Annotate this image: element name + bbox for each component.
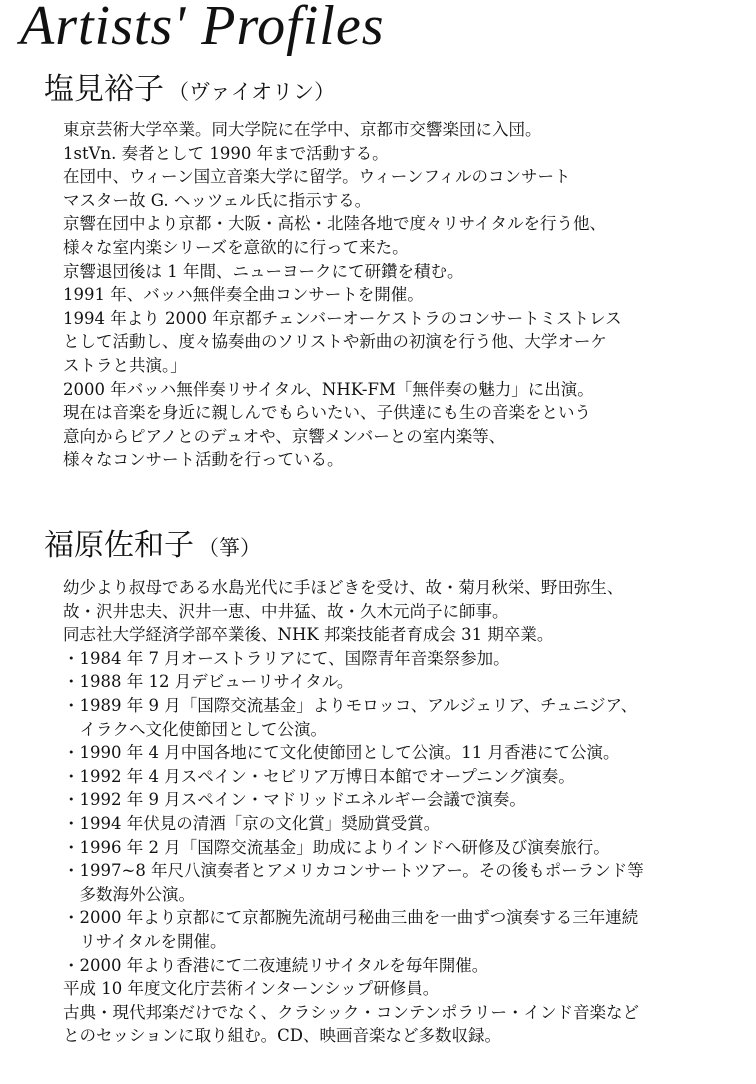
bio-line: ・1994 年伏見の清酒「京の文化賞」奨励賞受賞。: [63, 813, 441, 833]
bio-line: 1994 年より 2000 年京都チェンバーオーケストラのコンサートミストレス: [63, 308, 622, 328]
bio-line: 幼少より叔母である水島光代に手ほどきを受け、故・菊月秋栄、野田弥生、: [63, 578, 624, 597]
bio-line: とのセッションに取り組む。CD、映画音楽など多数収録。: [63, 1026, 502, 1046]
bio-line: 様々なコンサート活動を行っている。: [63, 450, 344, 470]
bio-line: 多数海外公演。: [63, 884, 195, 904]
artist-name-fukuhara: [44, 528, 261, 566]
bio-line: 故・沢井忠夫、沢井一恵、中井猛、故・久木元尚子に師事。: [63, 601, 509, 621]
bio-line: として活動し、度々協奏曲のソリストや新曲の初演を行う他、大学オーケ: [63, 332, 607, 352]
bio-line: 1stVn. 奏者として 1990 年まで活動する。: [63, 143, 389, 163]
bio-line: ・2000 年より香港にて二夜連続リサイタルを毎年開催。: [63, 955, 489, 975]
artist-name-shiomi: [44, 72, 335, 110]
bio-line: 1991 年、バッハ無伴奏全曲コンサートを開催。: [63, 285, 424, 305]
bio-line: 2000 年バッハ無伴奏リサイタル、NHK-FM「無伴奏の魅力」に出演。: [63, 379, 594, 399]
bio-line: 意向からピアノとのデュオや、京響メンバーとの室内楽等、: [63, 426, 506, 446]
bio-line: 古典・現代邦楽だけでなく、クラシック・コンテンポラリー・インド音楽など: [63, 1002, 640, 1022]
artist-instrument: （箏）: [198, 536, 261, 560]
bio-line: ・1992 年 4 月スペイン・セビリア万博日本館でオープニング演奏。: [63, 766, 575, 786]
bio-line: 同志社大学経済学部卒業後、NHK 邦楽技能者育成会 31 期卒業。: [63, 625, 554, 645]
bio-line: リサイタルを開催。: [63, 931, 227, 951]
artist-bio-fukuhara: [63, 576, 644, 1048]
bio-line: ・1990 年 4 月中国各地にて文化使節団として公演。11 月香港にて公演。: [63, 743, 620, 763]
bio-line: 京響退団後は 1 年間、ニューヨークにて研鑽を積む。: [63, 261, 464, 281]
bio-line: ・2000 年より京都にて京都腕先流胡弓秘曲三曲を一曲ずつ演奏する三年連続: [63, 908, 639, 928]
bio-line: ・1984 年 7 月オーストラリアにて、国際青年音楽祭参加。: [63, 648, 510, 668]
artist-bio-shiomi: [63, 118, 622, 472]
bio-line: ・1992 年 9 月スペイン・マドリッドエネルギー会議で演奏。: [63, 790, 526, 810]
bio-line: 現在は音楽を身近に親しんでもらいたい、子供達にも生の音楽をという: [63, 403, 591, 423]
artist-name-text: 福原佐和子: [44, 528, 194, 563]
bio-line: 様々な室内楽シリーズを意欲的に行って来た。: [63, 237, 409, 257]
bio-line: イラクへ文化使節団として公演。: [63, 719, 327, 739]
bio-line: 平成 10 年度文化庁芸術インターンシップ研修員。: [63, 979, 440, 999]
bio-line: ・1988 年 12 月デビューリサイタル。: [63, 672, 354, 692]
bio-line: ・1996 年 2 月「国際交流基金」助成によりインドへ研修及び演奏旅行。: [63, 837, 610, 857]
bio-line: ストラと共演。」: [63, 355, 187, 375]
artist-name-text: 塩見裕子: [44, 72, 164, 107]
bio-line: ・1997~8 年尺八演奏者とアメリカコンサートツアー。その後もポーランド等: [63, 861, 644, 881]
bio-line: 在団中、ウィーン国立音楽大学に留学。ウィーンフィルのコンサート: [63, 167, 571, 187]
artist-instrument: （ヴァイオリン）: [168, 80, 336, 104]
bio-line: ・1989 年 9 月「国際交流基金」よりモロッコ、アルジェリア、チュニジア、: [63, 695, 638, 715]
bio-line: マスター故 G. ヘッツェル氏に指示する。: [63, 190, 372, 210]
bio-line: 京響在団中より京都・大阪・高松・北陸各地で度々リサイタルを行う他、: [63, 214, 607, 234]
bio-line: 東京芸術大学卒業。同大学院に在学中、京都市交響楽団に入団。: [63, 120, 542, 139]
page-title: Artists' Profiles: [20, 0, 385, 57]
